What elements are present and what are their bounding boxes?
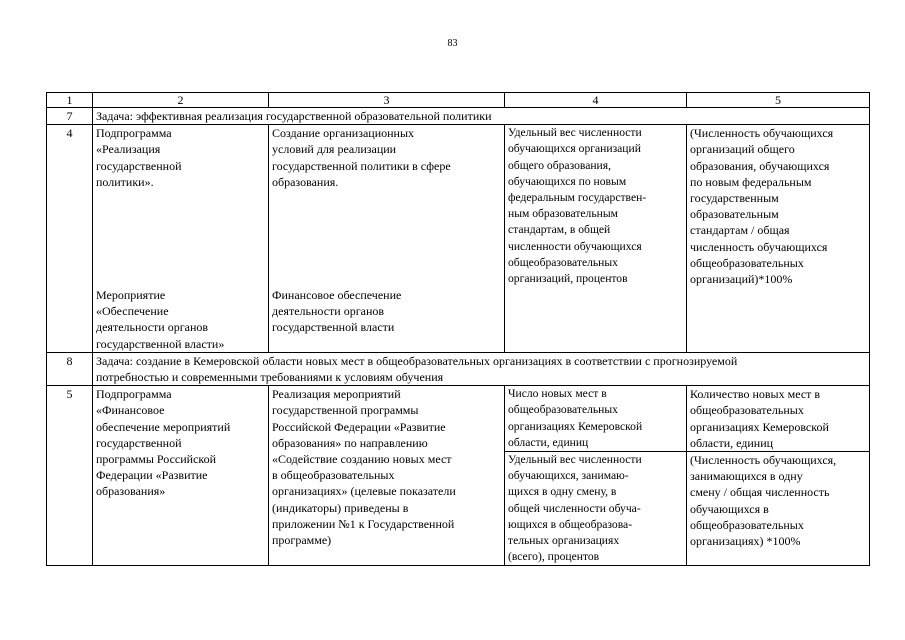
formula-cell: (Численность обучающихся организаций общего образования, обучающихся по новым федеральным государственным образовательным стандартам / общая численность обучающихся общеобразовательных организаций)*100%	[687, 125, 870, 353]
indicator-one-shift: Удельный вес численности обучающихся, занимаю- щихся в одну смену, в общей численности обуча- ющихся в общеобразова- тельных организациях (всего), процентов	[508, 453, 642, 564]
program-cell: Подпрограмма «Финансовое обеспечение мероприятий государственной программы Российской Федерации «Развитие образования»	[93, 386, 269, 566]
formula-new-places: Количество новых мест в общеобразовательных организациях Кемеровской области, единиц	[687, 386, 869, 452]
indicator-new-places: Число новых мест в общеобразовательных организациях Кемеровской области, единиц	[505, 386, 686, 452]
row-number: 5	[47, 386, 93, 566]
header-row	[47, 93, 870, 108]
task-row-8	[47, 352, 870, 385]
program-row-5	[47, 386, 870, 566]
page-number: 83	[447, 38, 458, 49]
funding-description: Финансовое обеспечение деятельности органов государственной власти	[272, 288, 402, 335]
content-cell	[269, 125, 505, 353]
subprogram-title: Подпрограмма «Реализация государственной политики».	[96, 126, 182, 189]
program-row-4	[47, 125, 870, 353]
header-cell: 2	[93, 93, 269, 108]
program-cell	[93, 125, 269, 353]
indicators-table	[46, 92, 870, 566]
row-number: 7	[47, 108, 93, 125]
indicator-cell: Удельный вес численности обучающихся организаций общего образования, обучающихся по новым федеральным государствен- ным образовательным стандартам, в общей численности обучающихся общеобразовательных организаций, процентов	[505, 125, 687, 353]
row-number: 4	[47, 125, 93, 353]
header-cell: 3	[269, 93, 505, 108]
indicator-cell	[505, 386, 687, 566]
task-row-7	[47, 108, 870, 125]
content-cell: Реализация мероприятий государственной программы Российской Федерации «Развитие образования» по направлению «Содействие созданию новых мест в общеобразовательных организациях» (целевые показатели (индикаторы) приведены в приложении №1 к Государственной программе)	[269, 386, 505, 566]
task-text: Задача: эффективная реализация государственной образовательной политики	[93, 108, 870, 125]
header-cell: 4	[505, 93, 687, 108]
row-number: 8	[47, 352, 93, 385]
header-cell: 5	[687, 93, 870, 108]
header-cell: 1	[47, 93, 93, 108]
content-description: Создание организационных условий для реализации государственной политики в сфере образования.	[272, 126, 451, 189]
task-text: Задача: создание в Кемеровской области новых мест в общеобразовательных организациях в соответствии с прогнозируемой потребностью и современными требованиями к условиям обучения	[93, 352, 870, 385]
formula-cell	[687, 386, 870, 566]
formula-one-shift: (Численность обучающихся, занимающихся в одну смену / общая численность обучающихся в общеобразовательных организациях) *100%	[690, 453, 837, 549]
measure-title: Мероприятие «Обеспечение деятельности органов государственной власти»	[96, 288, 225, 351]
